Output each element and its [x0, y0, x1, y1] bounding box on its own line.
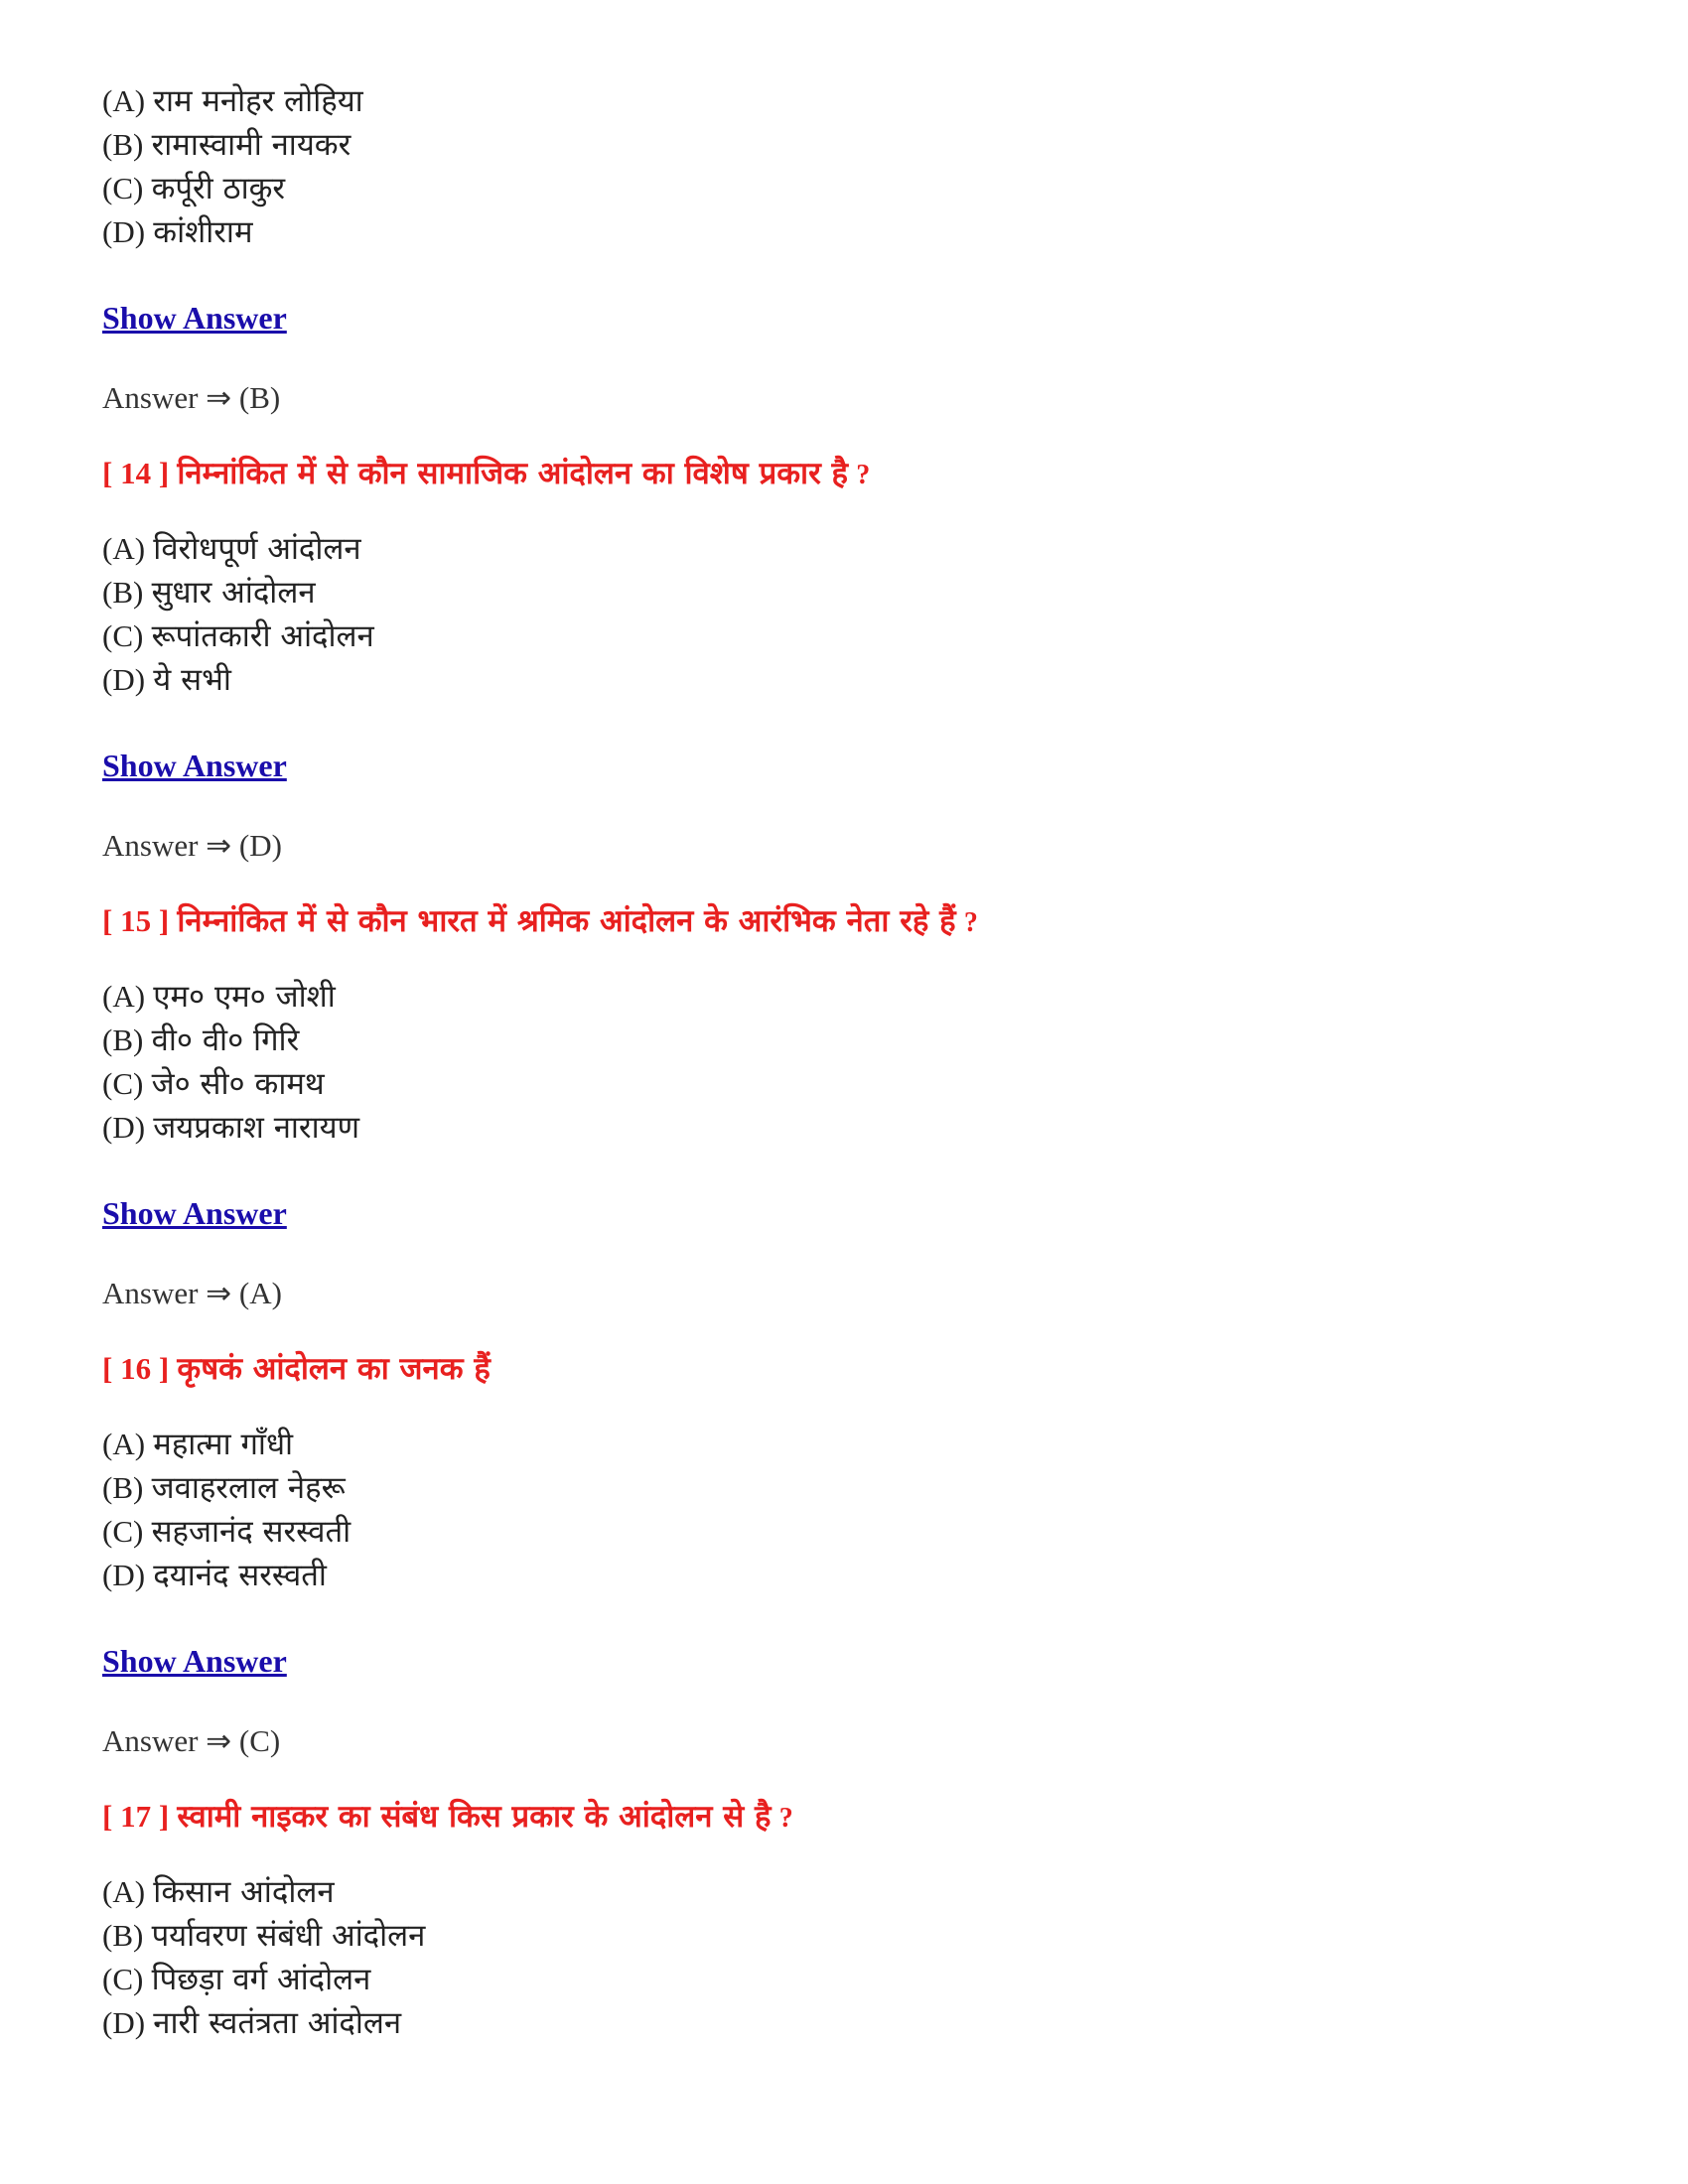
option-letter: (A): [102, 979, 146, 1014]
option-text: कर्पूरी ठाकुर: [151, 171, 286, 206]
option-b: [102, 123, 1592, 167]
question-heading: [102, 1347, 1592, 1393]
question-block-15: [102, 899, 1592, 1313]
question-block-16: [102, 1347, 1592, 1761]
question-heading: [102, 899, 1592, 945]
question-number: [ 15 ]: [102, 903, 170, 938]
option-text: रामास्वामी नायकर: [151, 127, 352, 163]
option-letter: (D): [102, 662, 146, 697]
question-mark: ?: [856, 460, 871, 490]
option-text: पिछड़ा वर्ग आंदोलन: [151, 1962, 371, 1997]
option-letter: (C): [102, 171, 144, 205]
option-a: [102, 975, 1592, 1019]
option-text: नारी स्वतंत्रता आंदोलन: [153, 2005, 402, 2041]
option-letter: (C): [102, 1066, 144, 1101]
option-letter: (B): [102, 575, 144, 610]
option-letter: (C): [102, 1962, 144, 1996]
options-list: [102, 79, 1592, 254]
options-list: [102, 1870, 1592, 2045]
option-text: वी० वी० गिरि: [151, 1023, 300, 1058]
show-answer-link[interactable]: Show Answer: [102, 300, 287, 336]
option-c: [102, 1510, 1592, 1554]
option-text: दयानंद सरस्वती: [153, 1558, 327, 1593]
option-c: [102, 1958, 1592, 2001]
question-text: निम्नांकित में से कौन भारत में श्रमिक आंदोलन के आरंभिक नेता रहे हैं: [177, 903, 956, 939]
option-text: विरोधपूर्ण आंदोलन: [153, 531, 361, 567]
option-a: [102, 79, 1592, 123]
option-text: सुधार आंदोलन: [151, 575, 316, 611]
question-mark: ?: [778, 1803, 793, 1834]
option-text: एम० एम० जोशी: [153, 979, 336, 1015]
option-d: [102, 1554, 1592, 1597]
option-text: जे० सी० कामथ: [151, 1066, 325, 1102]
question-block-14: [102, 452, 1592, 866]
option-letter: (D): [102, 2005, 146, 2040]
option-text: महात्मा गाँधी: [153, 1427, 294, 1462]
option-letter: (A): [102, 1427, 146, 1461]
option-b: [102, 1914, 1592, 1958]
option-letter: (A): [102, 83, 146, 118]
option-a: [102, 1423, 1592, 1466]
option-d: [102, 2001, 1592, 2045]
options-list: [102, 1423, 1592, 1597]
option-text: ये सभी: [153, 662, 231, 698]
option-letter: (D): [102, 1110, 146, 1145]
option-c: [102, 1062, 1592, 1106]
option-letter: (D): [102, 1558, 146, 1592]
option-text: किसान आंदोलन: [153, 1874, 335, 1910]
option-text: पर्यावरण संबंधी आंदोलन: [151, 1918, 426, 1954]
question-heading: [102, 452, 1592, 497]
answer-text: Answer ⇒ (A): [102, 1276, 282, 1310]
option-letter: (B): [102, 1918, 144, 1953]
option-c: [102, 614, 1592, 658]
option-text: कांशीराम: [153, 214, 253, 250]
option-d: [102, 210, 1592, 254]
option-text: जयप्रकाश नारायण: [153, 1110, 360, 1146]
answer-text: Answer ⇒ (B): [102, 380, 281, 415]
option-text: रूपांतकारी आंदोलन: [151, 618, 374, 654]
option-a: [102, 1870, 1592, 1914]
answer-text: Answer ⇒ (C): [102, 1723, 281, 1758]
option-text: सहजानंद सरस्वती: [151, 1514, 352, 1550]
option-letter: (A): [102, 531, 146, 566]
question-text: निम्नांकित में से कौन सामाजिक आंदोलन का विशेष प्रकार है: [177, 456, 848, 491]
option-d: [102, 658, 1592, 702]
quiz-page: [102, 79, 1592, 2045]
question-text: स्वामी नाइकर का संबंध किस प्रकार के आंदोलन से है: [177, 1799, 772, 1835]
option-letter: (B): [102, 1470, 144, 1505]
options-list: [102, 527, 1592, 702]
question-block-13: [102, 79, 1592, 418]
answer-text: Answer ⇒ (D): [102, 828, 282, 863]
question-heading: [102, 1795, 1592, 1841]
question-number: [ 16 ]: [102, 1351, 170, 1386]
option-letter: (D): [102, 214, 146, 249]
option-b: [102, 1019, 1592, 1062]
question-mark: ?: [963, 907, 978, 938]
question-number: [ 14 ]: [102, 456, 170, 490]
question-block-17: [102, 1795, 1592, 2045]
option-text: राम मनोहर लोहिया: [153, 83, 363, 119]
option-a: [102, 527, 1592, 571]
show-answer-link[interactable]: Show Answer: [102, 1643, 287, 1679]
option-letter: (C): [102, 1514, 144, 1549]
option-b: [102, 571, 1592, 614]
option-b: [102, 1466, 1592, 1510]
show-answer-link[interactable]: Show Answer: [102, 748, 287, 783]
option-letter: (A): [102, 1874, 146, 1909]
options-list: [102, 975, 1592, 1150]
option-letter: (B): [102, 127, 144, 162]
option-text: जवाहरलाल नेहरू: [151, 1470, 346, 1506]
option-d: [102, 1106, 1592, 1150]
option-letter: (B): [102, 1023, 144, 1057]
question-number: [ 17 ]: [102, 1799, 170, 1834]
question-text: कृषकं आंदोलन का जनक हैं: [177, 1351, 491, 1387]
option-letter: (C): [102, 618, 144, 653]
option-c: [102, 167, 1592, 210]
show-answer-link[interactable]: Show Answer: [102, 1195, 287, 1231]
